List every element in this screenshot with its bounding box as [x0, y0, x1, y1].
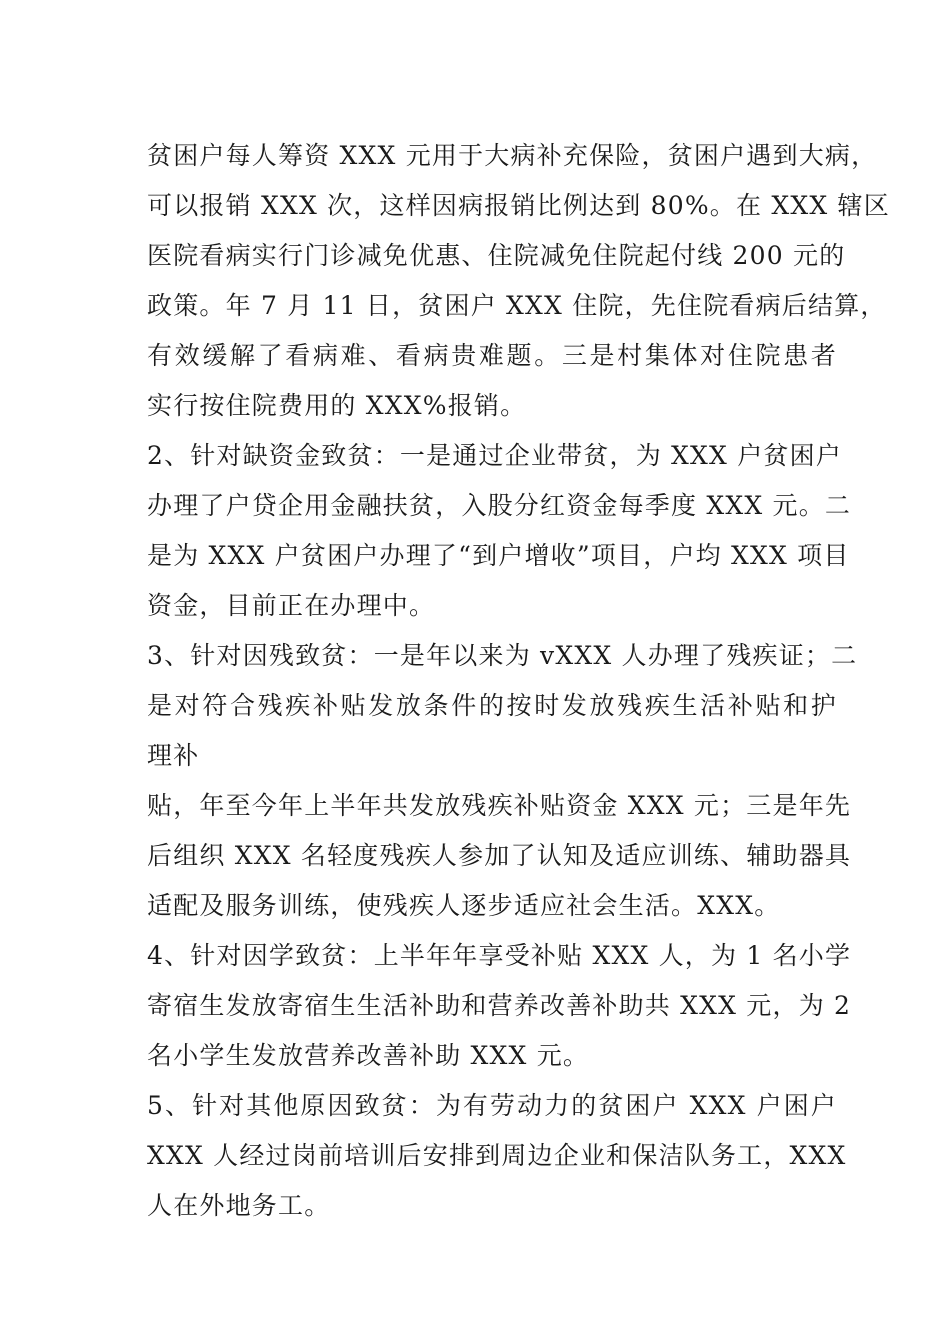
text-line: 人在外地务工。: [147, 1191, 331, 1220]
text-line: 有效缓解了看病难、看病贵难题。三是村集体对住院患者: [147, 341, 837, 370]
text-line: 贫困户每人筹资 XXX 元用于大病补充保险，贫困户遇到大病，: [147, 141, 878, 170]
text-line: 实行按住院费用的 XXX%报销。: [147, 391, 527, 420]
text-line: 可以报销 XXX 次，这样因病报销比例达到 80%。在 XXX 辖区: [147, 191, 890, 220]
text-line: 资金，目前正在办理中。: [147, 591, 436, 620]
document-body: [147, 131, 890, 1231]
text-line: 3、针对因残致贫：一是年以来为 vXXX 人办理了残疾证；二: [147, 641, 858, 670]
text-line: 是对符合残疾补贴发放条件的按时发放残疾生活补贴和护: [147, 691, 837, 720]
text-line: 4、针对因学致贫：上半年年享受补贴 XXX 人，为 1 名小学: [147, 941, 852, 970]
text-line: XXX 人经过岗前培训后安排到周边企业和保洁队务工，XXX: [147, 1141, 847, 1170]
text-line: 5、针对其他原因致贫：为有劳动力的贫困户 XXX 户困户: [147, 1091, 837, 1120]
text-line: 医院看病实行门诊减免优惠、住院减免住院起付线 200 元的: [147, 241, 846, 270]
text-line: 贴，年至今年上半年共发放残疾补贴资金 XXX 元；三是年先: [147, 791, 852, 820]
text-line: 后组织 XXX 名轻度残疾人参加了认知及适应训练、辅助器具: [147, 841, 852, 870]
text-line: 是为 XXX 户贫困户办理了“到户增收”项目，户均 XXX 项目: [147, 541, 850, 570]
text-line: 寄宿生发放寄宿生生活补助和营养改善补助共 XXX 元，为 2: [147, 991, 852, 1020]
text-line: 政策。年 7 月 11 日，贫困户 XXX 住院，先住院看病后结算，: [147, 291, 887, 320]
text-line: 理补: [147, 741, 200, 770]
text-line: 2、针对缺资金致贫：一是通过企业带贫，为 XXX 户贫困户: [147, 441, 842, 470]
text-line: 适配及服务训练，使残疾人逐步适应社会生活。XXX。: [147, 891, 781, 920]
text-line: 办理了户贷企用金融扶贫，入股分红资金每季度 XXX 元。二: [147, 491, 852, 520]
text-line: 名小学生发放营养改善补助 XXX 元。: [147, 1041, 590, 1070]
